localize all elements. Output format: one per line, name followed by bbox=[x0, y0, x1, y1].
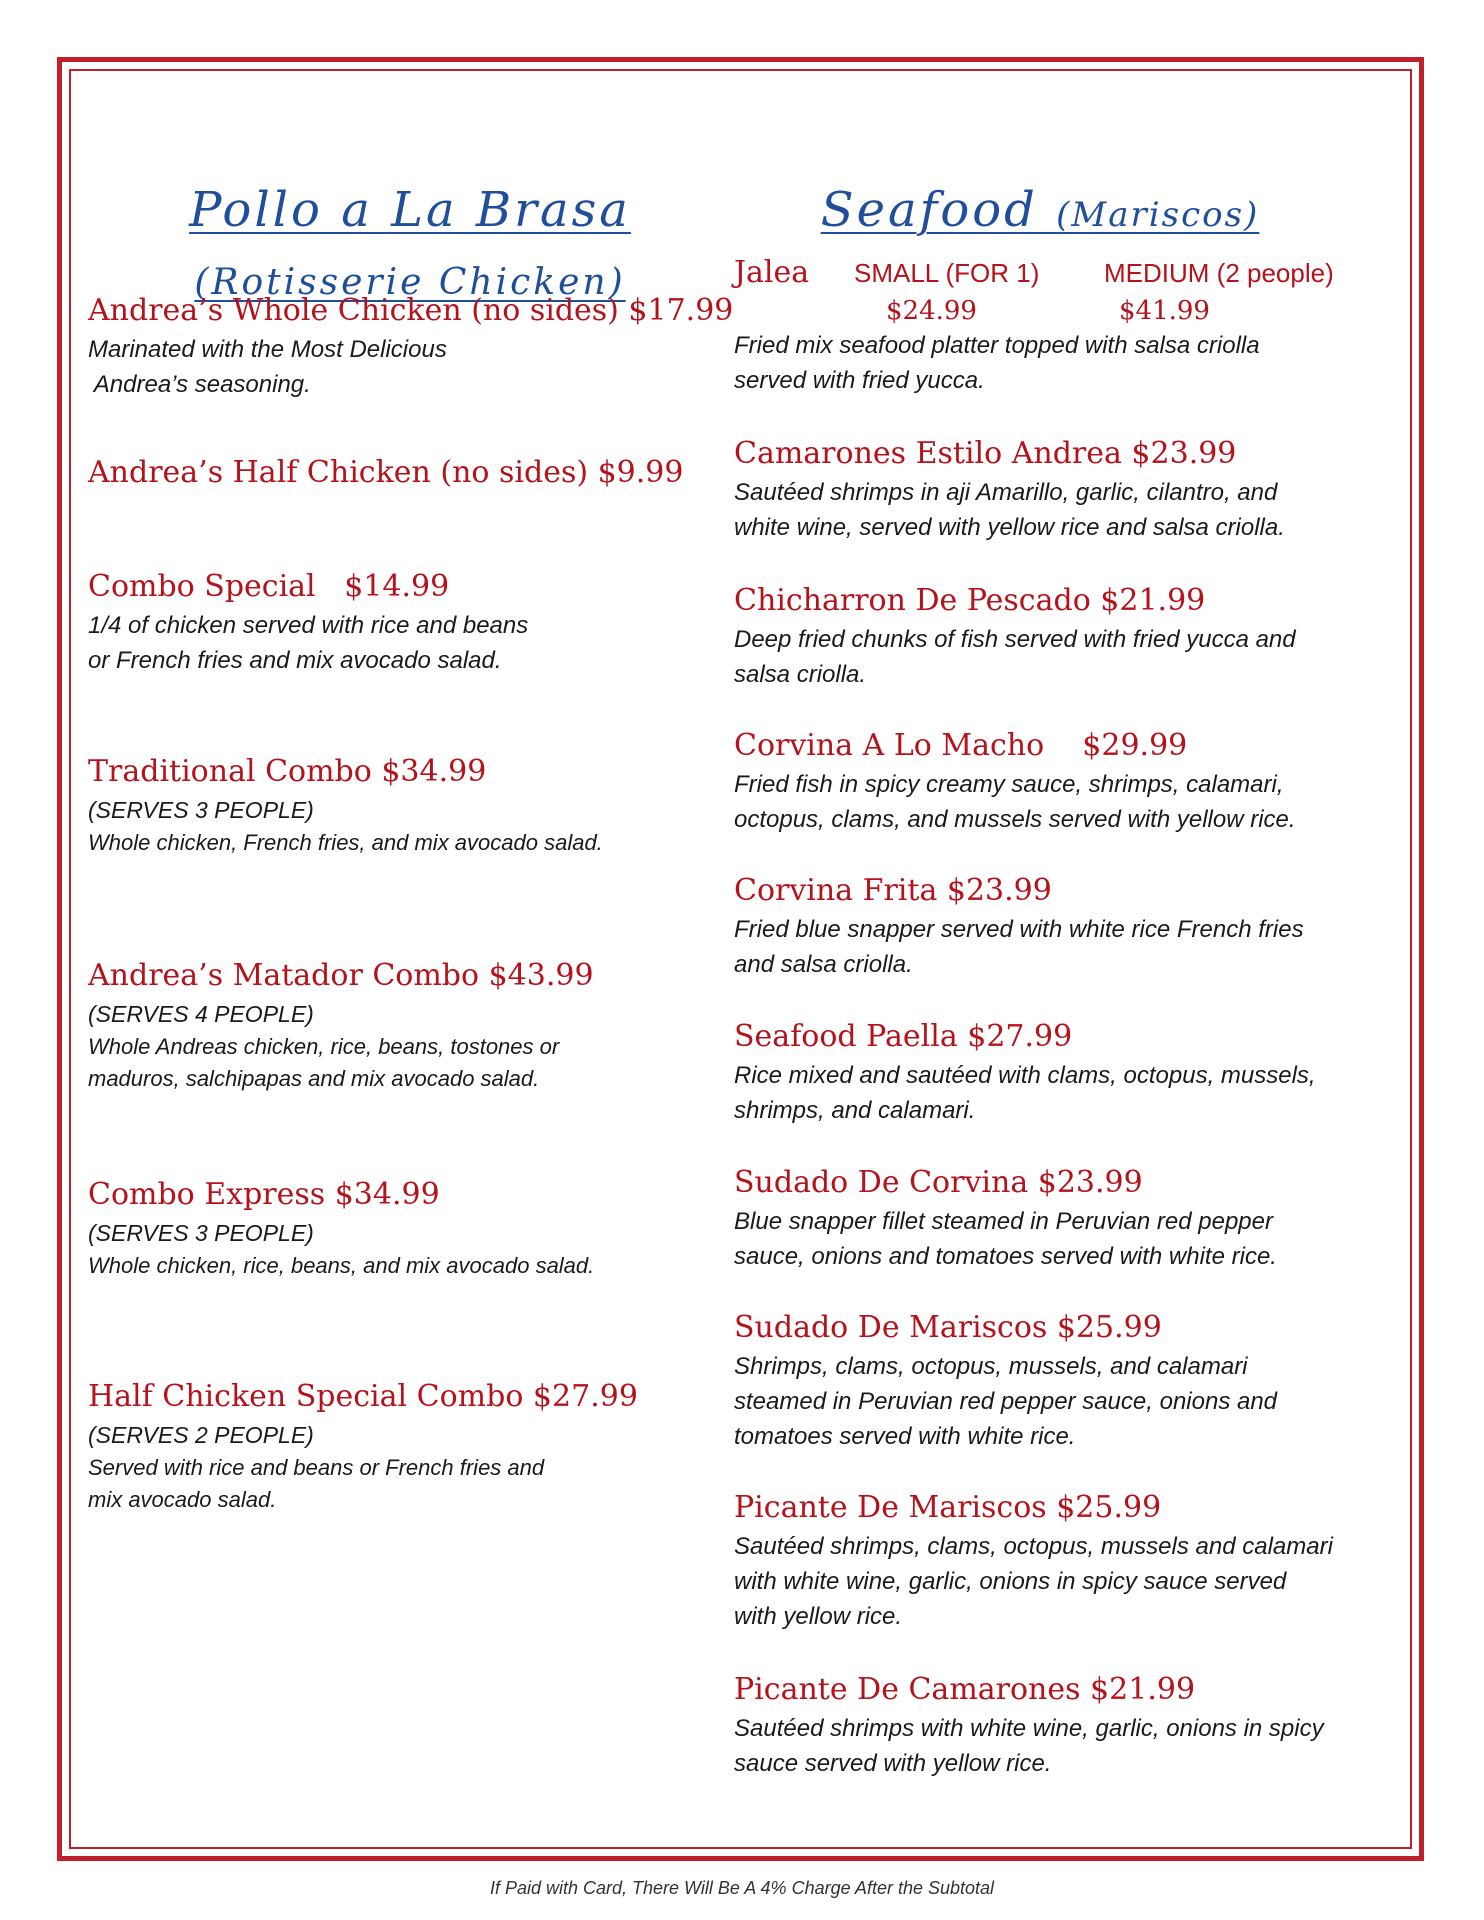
menu-item-jalea bbox=[734, 252, 1394, 398]
item-desc: Marinated with the Most Delicious bbox=[88, 336, 447, 363]
item-name: Andrea’s Half Chicken (no sides) $9.99 bbox=[88, 455, 684, 490]
item-desc: with yellow rice. bbox=[734, 1603, 903, 1630]
item-name: Sudado De Corvina $23.99 bbox=[734, 1165, 1143, 1200]
item-name: Camarones Estilo Andrea $23.99 bbox=[734, 436, 1237, 471]
jalea-small-price: $24.99 bbox=[886, 296, 977, 326]
item-desc: sauce served with yellow rice. bbox=[734, 1750, 1052, 1777]
menu-item-camarones-estilo bbox=[734, 433, 1285, 545]
item-name: Andrea’s Whole Chicken (no sides) $17.99 bbox=[88, 293, 734, 328]
menu-item-corvina-frita bbox=[734, 870, 1304, 982]
menu-item-picante-camarones bbox=[734, 1669, 1324, 1781]
item-name: Picante De Mariscos $25.99 bbox=[734, 1490, 1162, 1525]
mariscos-heading: (Mariscos) bbox=[1056, 195, 1260, 235]
menu-item-whole-chicken bbox=[88, 290, 733, 402]
item-desc: Rice mixed and sautéed with clams, octopus, mussels, bbox=[734, 1062, 1316, 1089]
item-desc: with white wine, garlic, onions in spicy sauce served bbox=[734, 1568, 1287, 1595]
menu-item-corvina-macho bbox=[734, 725, 1296, 837]
jalea-medium-label: MEDIUM (2 people) bbox=[1104, 258, 1334, 288]
item-name: Corvina A Lo Macho $29.99 bbox=[734, 728, 1188, 763]
menu-item-seafood-paella bbox=[734, 1016, 1316, 1128]
item-desc: shrimps, and calamari. bbox=[734, 1097, 976, 1124]
item-name: Andrea’s Matador Combo $43.99 bbox=[88, 958, 594, 993]
rotisserie-heading: (Rotisserie Chicken) bbox=[194, 262, 626, 303]
item-serves: (SERVES 3 PEOPLE) bbox=[88, 797, 314, 823]
item-desc: Fried blue snapper served with white rice French fries bbox=[734, 916, 1304, 943]
item-desc: Sautéed shrimps with white wine, garlic, onions in spicy bbox=[734, 1715, 1324, 1742]
item-serves: (SERVES 3 PEOPLE) bbox=[88, 1220, 314, 1246]
menu-item-chicharron bbox=[734, 580, 1296, 692]
item-name: Jalea bbox=[734, 255, 810, 290]
item-desc: Deep fried chunks of fish served with fried yucca and bbox=[734, 626, 1296, 653]
item-desc: mix avocado salad. bbox=[88, 1487, 277, 1512]
item-desc: Served with rice and beans or French fries and bbox=[88, 1455, 545, 1480]
jalea-small-label: SMALL (FOR 1) bbox=[854, 258, 1040, 288]
menu-item-traditional-combo bbox=[88, 751, 603, 859]
item-desc: Fried mix seafood platter topped with salsa criolla bbox=[734, 332, 1260, 359]
item-desc: Whole chicken, rice, beans, and mix avocado salad. bbox=[88, 1253, 595, 1278]
item-desc: steamed in Peruvian red pepper sauce, onions and bbox=[734, 1388, 1278, 1415]
item-desc: and salsa criolla. bbox=[734, 951, 913, 978]
item-desc: maduros, salchipapas and mix avocado salad. bbox=[88, 1066, 540, 1091]
item-name: Corvina Frita $23.99 bbox=[734, 873, 1052, 908]
item-name: Combo Express $34.99 bbox=[88, 1177, 440, 1212]
item-serves: (SERVES 4 PEOPLE) bbox=[88, 1001, 314, 1027]
item-desc: Sautéed shrimps, clams, octopus, mussels and calamari bbox=[734, 1533, 1333, 1560]
menu-item-combo-special bbox=[88, 566, 528, 678]
menu-item-picante-mariscos bbox=[734, 1487, 1333, 1634]
item-desc: Andrea’s seasoning. bbox=[88, 371, 311, 398]
item-desc: salsa criolla. bbox=[734, 661, 867, 688]
item-desc: Whole chicken, French fries, and mix avocado salad. bbox=[88, 830, 603, 855]
pollo-heading: Pollo a La Brasa bbox=[189, 182, 631, 238]
menu-item-combo-express bbox=[88, 1174, 594, 1282]
seafood-heading-main: Seafood bbox=[820, 182, 1038, 238]
item-desc: tomatoes served with white rice. bbox=[734, 1423, 1076, 1450]
menu-item-sudado-mariscos bbox=[734, 1307, 1277, 1454]
item-name: Sudado De Mariscos $25.99 bbox=[734, 1310, 1162, 1345]
item-desc: Sautéed shrimps in aji Amarillo, garlic, cilantro, and bbox=[734, 479, 1278, 506]
item-desc: served with fried yucca. bbox=[734, 367, 985, 394]
item-name: Seafood Paella $27.99 bbox=[734, 1019, 1073, 1054]
menu-item-half-chicken-combo bbox=[88, 1376, 638, 1516]
item-name: Combo Special $14.99 bbox=[88, 569, 450, 604]
item-desc: Whole Andreas chicken, rice, beans, tostones or bbox=[88, 1034, 560, 1059]
item-name: Traditional Combo $34.99 bbox=[88, 754, 487, 789]
item-serves: (SERVES 2 PEOPLE) bbox=[88, 1422, 314, 1448]
item-desc: Shrimps, clams, octopus, mussels, and calamari bbox=[734, 1353, 1248, 1380]
item-name: Chicharron De Pescado $21.99 bbox=[734, 583, 1206, 618]
jalea-header bbox=[734, 252, 1394, 326]
item-name: Picante De Camarones $21.99 bbox=[734, 1672, 1196, 1707]
item-desc: white wine, served with yellow rice and salsa criolla. bbox=[734, 514, 1285, 541]
seafood-heading bbox=[700, 182, 1380, 238]
item-desc: octopus, clams, and mussels served with yellow rice. bbox=[734, 806, 1296, 833]
item-name: Half Chicken Special Combo $27.99 bbox=[88, 1379, 638, 1414]
item-desc: sauce, onions and tomatoes served with white rice. bbox=[734, 1243, 1277, 1270]
item-desc: 1/4 of chicken served with rice and beans bbox=[88, 612, 529, 639]
card-charge-note: If Paid with Card, There Will Be A 4% Charge After the Subtotal bbox=[489, 1878, 995, 1898]
jalea-medium-price: $41.99 bbox=[1119, 296, 1210, 326]
menu-item-sudado-corvina bbox=[734, 1162, 1277, 1274]
menu-item-half-chicken bbox=[88, 452, 683, 494]
menu-item-matador-combo bbox=[88, 955, 594, 1095]
item-desc: Blue snapper fillet steamed in Peruvian red pepper bbox=[734, 1208, 1273, 1235]
item-desc: or French fries and mix avocado salad. bbox=[88, 647, 502, 674]
item-desc: Fried fish in spicy creamy sauce, shrimps, calamari, bbox=[734, 771, 1284, 798]
